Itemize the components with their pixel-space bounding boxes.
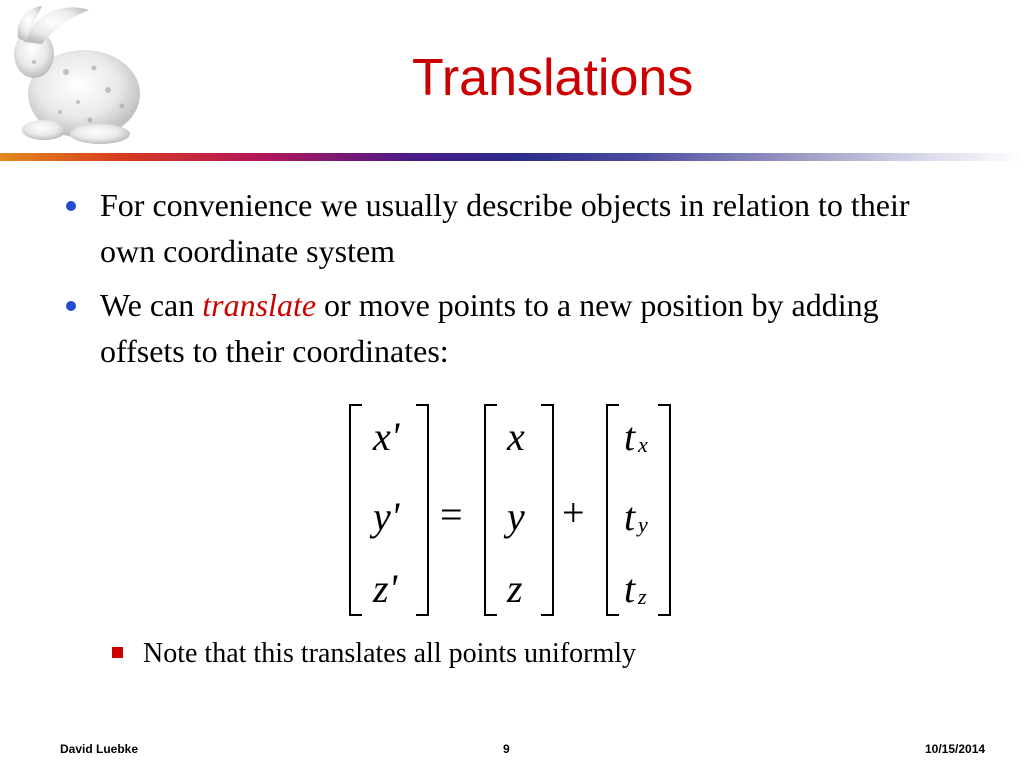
point-z: z bbox=[507, 566, 523, 611]
lhs-y-prime: y' bbox=[373, 494, 400, 539]
sub-bullet bbox=[112, 636, 636, 672]
bullet-text-before: We can bbox=[100, 287, 203, 323]
footer-page-number: 9 bbox=[503, 742, 510, 756]
offset-t-base: t bbox=[624, 494, 636, 539]
bullet-item bbox=[60, 182, 960, 274]
offset-sub-x: x bbox=[638, 432, 648, 457]
offset-sub-y: y bbox=[638, 512, 648, 537]
title-divider bbox=[0, 153, 1024, 161]
bullet-text: For convenience we usually describe objects in relation to their own coordinate system bbox=[100, 187, 910, 269]
point-y: y bbox=[507, 494, 525, 539]
offset-t-base: t bbox=[624, 414, 636, 459]
right-bracket bbox=[416, 405, 428, 615]
equals-sign: = bbox=[440, 492, 463, 537]
left-bracket bbox=[607, 405, 619, 615]
lhs-x-prime: x' bbox=[373, 414, 400, 459]
bullet-emphasis: translate bbox=[202, 287, 317, 323]
bullet-dot-icon bbox=[66, 201, 76, 211]
bullet-list bbox=[60, 182, 960, 382]
point-x: x bbox=[507, 414, 525, 459]
square-bullet-icon bbox=[112, 647, 123, 658]
slide-title: Translations bbox=[412, 49, 694, 107]
offset-t-base: t bbox=[624, 566, 636, 611]
bullet-item bbox=[60, 282, 960, 374]
right-bracket bbox=[658, 405, 670, 615]
bullet-text-after: or move points to a new position by adding offsets to their coordinates: bbox=[100, 287, 879, 369]
footer-date: 10/15/2014 bbox=[925, 742, 986, 756]
plus-sign: + bbox=[562, 490, 585, 535]
footer-author: David Luebke bbox=[60, 742, 139, 756]
left-bracket bbox=[485, 405, 497, 615]
left-bracket bbox=[350, 405, 362, 615]
sub-bullet-text: Note that this translates all points uniformly bbox=[143, 638, 637, 669]
lhs-z-prime: z' bbox=[373, 566, 398, 611]
bunny-logo bbox=[4, 2, 154, 150]
offset-sub-z: z bbox=[638, 584, 647, 609]
translation-equation bbox=[340, 395, 690, 625]
bullet-dot-icon bbox=[66, 301, 76, 311]
right-bracket bbox=[541, 405, 553, 615]
